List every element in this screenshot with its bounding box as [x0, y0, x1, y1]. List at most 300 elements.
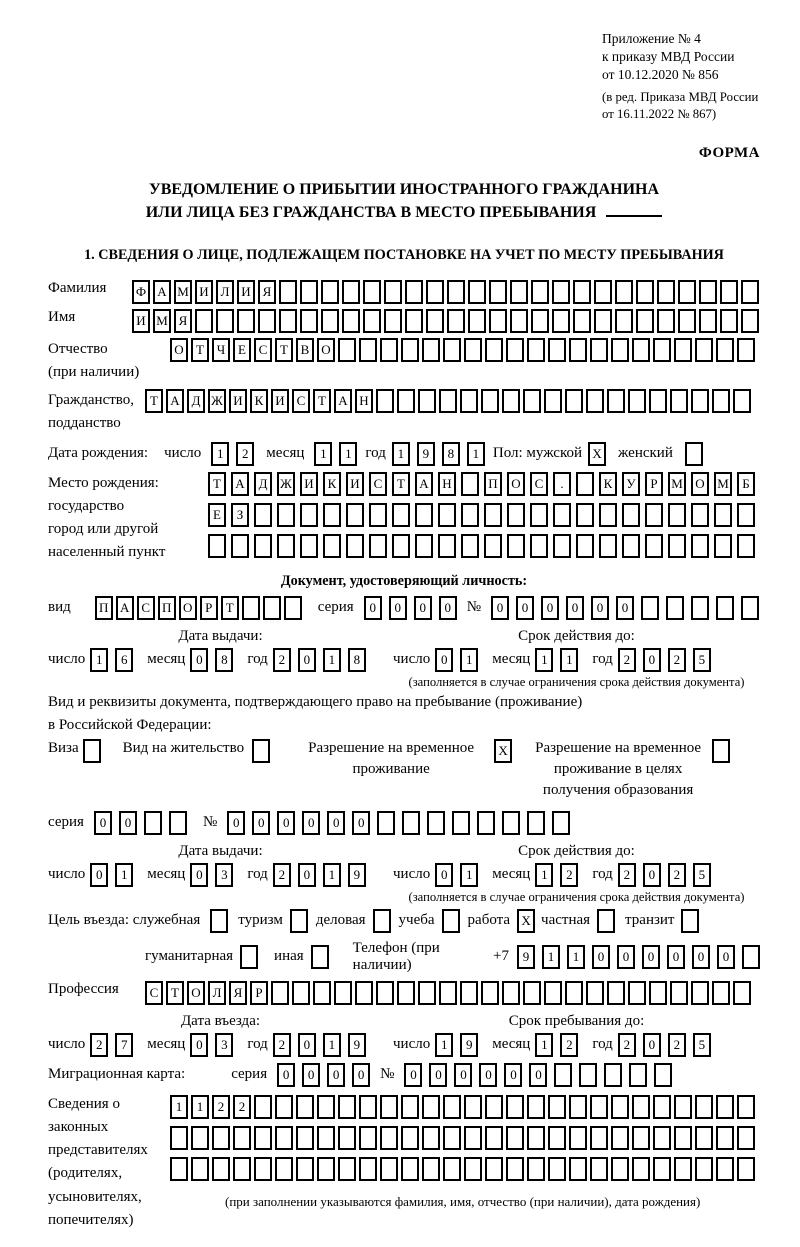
char-cell[interactable]: В — [296, 338, 314, 362]
char-cell[interactable]: М — [153, 309, 171, 333]
char-cell[interactable]: 2 — [668, 1033, 686, 1057]
char-cell[interactable]: 1 — [535, 648, 553, 672]
char-cell[interactable] — [422, 1095, 440, 1119]
char-cell[interactable] — [737, 338, 755, 362]
char-cell[interactable] — [695, 338, 713, 362]
char-cell[interactable]: 1 — [339, 442, 357, 466]
char-cell[interactable] — [418, 981, 436, 1005]
char-cell[interactable] — [485, 1126, 503, 1150]
char-cell[interactable] — [506, 338, 524, 362]
char-cell[interactable]: 0 — [591, 596, 609, 620]
char-cell[interactable] — [311, 945, 329, 969]
char-cell[interactable] — [510, 309, 528, 333]
char-cell[interactable]: 0 — [94, 811, 112, 835]
char-cell[interactable] — [401, 1126, 419, 1150]
char-cell[interactable]: Е — [208, 503, 226, 527]
char-cell[interactable]: 2 — [560, 863, 578, 887]
char-cell[interactable] — [657, 280, 675, 304]
char-cell[interactable] — [461, 503, 479, 527]
char-cell[interactable]: 0 — [667, 945, 685, 969]
char-cell[interactable] — [733, 389, 751, 413]
char-cell[interactable]: 0 — [439, 596, 457, 620]
char-cell[interactable] — [452, 811, 470, 835]
char-cell[interactable] — [447, 280, 465, 304]
char-cell[interactable] — [443, 1157, 461, 1181]
char-cell[interactable]: 5 — [693, 648, 711, 672]
char-cell[interactable] — [384, 309, 402, 333]
char-cell[interactable] — [369, 503, 387, 527]
char-cell[interactable] — [607, 389, 625, 413]
char-cell[interactable]: Р — [250, 981, 268, 1005]
char-cell[interactable] — [599, 503, 617, 527]
char-cell[interactable] — [674, 1095, 692, 1119]
char-cell[interactable] — [212, 1157, 230, 1181]
char-cell[interactable]: 9 — [517, 945, 535, 969]
char-cell[interactable]: С — [145, 981, 163, 1005]
char-cell[interactable] — [523, 389, 541, 413]
char-cell[interactable] — [489, 280, 507, 304]
char-cell[interactable] — [169, 811, 187, 835]
char-cell[interactable]: 1 — [323, 648, 341, 672]
char-cell[interactable] — [653, 1126, 671, 1150]
char-cell[interactable]: О — [691, 472, 709, 496]
char-cell[interactable] — [363, 280, 381, 304]
char-cell[interactable]: 0 — [364, 596, 382, 620]
char-cell[interactable] — [720, 280, 738, 304]
char-cell[interactable] — [712, 739, 730, 763]
char-cell[interactable] — [484, 503, 502, 527]
char-cell[interactable] — [438, 503, 456, 527]
char-cell[interactable]: П — [484, 472, 502, 496]
char-cell[interactable] — [384, 280, 402, 304]
char-cell[interactable] — [548, 1095, 566, 1119]
char-cell[interactable] — [195, 309, 213, 333]
char-cell[interactable] — [741, 280, 759, 304]
char-cell[interactable] — [502, 981, 520, 1005]
char-cell[interactable] — [427, 811, 445, 835]
char-cell[interactable]: 2 — [90, 1033, 108, 1057]
char-cell[interactable] — [346, 534, 364, 558]
char-cell[interactable]: 9 — [417, 442, 435, 466]
char-cell[interactable] — [342, 280, 360, 304]
char-cell[interactable] — [418, 389, 436, 413]
char-cell[interactable] — [691, 981, 709, 1005]
char-cell[interactable]: 0 — [190, 863, 208, 887]
char-cell[interactable] — [506, 1095, 524, 1119]
char-cell[interactable]: 0 — [327, 811, 345, 835]
char-cell[interactable] — [507, 503, 525, 527]
char-cell[interactable] — [397, 389, 415, 413]
char-cell[interactable]: 0 — [414, 596, 432, 620]
char-cell[interactable]: 2 — [273, 648, 291, 672]
char-cell[interactable]: 1 — [467, 442, 485, 466]
char-cell[interactable] — [548, 1126, 566, 1150]
char-cell[interactable]: 9 — [348, 1033, 366, 1057]
char-cell[interactable] — [569, 1095, 587, 1119]
char-cell[interactable] — [716, 1095, 734, 1119]
char-cell[interactable]: Т — [313, 389, 331, 413]
char-cell[interactable] — [338, 1157, 356, 1181]
char-cell[interactable] — [579, 1063, 597, 1087]
char-cell[interactable]: Б — [737, 472, 755, 496]
char-cell[interactable]: Ф — [132, 280, 150, 304]
char-cell[interactable] — [464, 1095, 482, 1119]
char-cell[interactable]: Р — [645, 472, 663, 496]
char-cell[interactable] — [258, 309, 276, 333]
char-cell[interactable] — [380, 1126, 398, 1150]
char-cell[interactable] — [645, 503, 663, 527]
char-cell[interactable]: 0 — [389, 596, 407, 620]
char-cell[interactable] — [438, 534, 456, 558]
char-cell[interactable] — [657, 309, 675, 333]
char-cell[interactable]: И — [229, 389, 247, 413]
char-cell[interactable] — [604, 1063, 622, 1087]
char-cell[interactable] — [714, 534, 732, 558]
char-cell[interactable]: 0 — [692, 945, 710, 969]
char-cell[interactable] — [594, 280, 612, 304]
char-cell[interactable] — [321, 280, 339, 304]
char-cell[interactable] — [573, 309, 591, 333]
char-cell[interactable] — [670, 981, 688, 1005]
char-cell[interactable] — [699, 280, 717, 304]
char-cell[interactable] — [464, 1157, 482, 1181]
char-cell[interactable] — [628, 389, 646, 413]
char-cell[interactable] — [695, 1095, 713, 1119]
char-cell[interactable] — [590, 338, 608, 362]
char-cell[interactable] — [415, 503, 433, 527]
char-cell[interactable] — [622, 534, 640, 558]
char-cell[interactable]: 2 — [618, 648, 636, 672]
char-cell[interactable] — [443, 338, 461, 362]
char-cell[interactable]: С — [369, 472, 387, 496]
char-cell[interactable] — [611, 1095, 629, 1119]
char-cell[interactable]: 1 — [535, 1033, 553, 1057]
char-cell[interactable]: X — [494, 739, 512, 763]
char-cell[interactable]: Я — [174, 309, 192, 333]
char-cell[interactable]: 0 — [302, 811, 320, 835]
char-cell[interactable] — [355, 981, 373, 1005]
char-cell[interactable] — [565, 981, 583, 1005]
char-cell[interactable] — [373, 909, 391, 933]
char-cell[interactable] — [502, 811, 520, 835]
char-cell[interactable]: 0 — [298, 863, 316, 887]
char-cell[interactable]: С — [254, 338, 272, 362]
char-cell[interactable] — [317, 1157, 335, 1181]
char-cell[interactable] — [685, 442, 703, 466]
char-cell[interactable] — [442, 909, 460, 933]
char-cell[interactable]: И — [346, 472, 364, 496]
char-cell[interactable] — [376, 981, 394, 1005]
char-cell[interactable] — [507, 534, 525, 558]
char-cell[interactable] — [552, 309, 570, 333]
char-cell[interactable] — [597, 909, 615, 933]
char-cell[interactable] — [439, 981, 457, 1005]
char-cell[interactable] — [292, 981, 310, 1005]
char-cell[interactable] — [599, 534, 617, 558]
char-cell[interactable] — [290, 909, 308, 933]
char-cell[interactable] — [208, 534, 226, 558]
char-cell[interactable] — [237, 309, 255, 333]
char-cell[interactable] — [649, 981, 667, 1005]
char-cell[interactable] — [422, 1157, 440, 1181]
char-cell[interactable] — [212, 1126, 230, 1150]
char-cell[interactable] — [144, 811, 162, 835]
char-cell[interactable] — [392, 534, 410, 558]
char-cell[interactable]: 1 — [314, 442, 332, 466]
char-cell[interactable] — [170, 1126, 188, 1150]
char-cell[interactable] — [552, 280, 570, 304]
char-cell[interactable]: 0 — [566, 596, 584, 620]
char-cell[interactable]: 1 — [115, 863, 133, 887]
char-cell[interactable] — [527, 338, 545, 362]
char-cell[interactable]: М — [714, 472, 732, 496]
char-cell[interactable]: П — [95, 596, 113, 620]
char-cell[interactable] — [464, 338, 482, 362]
char-cell[interactable] — [338, 1126, 356, 1150]
char-cell[interactable] — [544, 981, 562, 1005]
char-cell[interactable]: Т — [145, 389, 163, 413]
char-cell[interactable]: 1 — [211, 442, 229, 466]
char-cell[interactable] — [636, 309, 654, 333]
char-cell[interactable]: 0 — [643, 648, 661, 672]
char-cell[interactable] — [481, 981, 499, 1005]
char-cell[interactable]: С — [292, 389, 310, 413]
char-cell[interactable]: И — [237, 280, 255, 304]
char-cell[interactable]: О — [507, 472, 525, 496]
char-cell[interactable]: А — [415, 472, 433, 496]
char-cell[interactable]: И — [271, 389, 289, 413]
char-cell[interactable] — [468, 309, 486, 333]
char-cell[interactable] — [527, 811, 545, 835]
char-cell[interactable] — [548, 338, 566, 362]
char-cell[interactable] — [699, 309, 717, 333]
char-cell[interactable] — [323, 503, 341, 527]
char-cell[interactable] — [321, 309, 339, 333]
char-cell[interactable] — [233, 1157, 251, 1181]
char-cell[interactable] — [279, 309, 297, 333]
char-cell[interactable] — [641, 596, 659, 620]
char-cell[interactable] — [607, 981, 625, 1005]
char-cell[interactable]: З — [231, 503, 249, 527]
char-cell[interactable] — [714, 503, 732, 527]
char-cell[interactable] — [415, 534, 433, 558]
char-cell[interactable] — [611, 338, 629, 362]
char-cell[interactable] — [477, 811, 495, 835]
char-cell[interactable] — [426, 280, 444, 304]
char-cell[interactable]: К — [250, 389, 268, 413]
char-cell[interactable] — [439, 389, 457, 413]
char-cell[interactable]: 0 — [327, 1063, 345, 1087]
char-cell[interactable] — [485, 1157, 503, 1181]
char-cell[interactable] — [405, 280, 423, 304]
char-cell[interactable]: Ж — [277, 472, 295, 496]
char-cell[interactable]: 0 — [119, 811, 137, 835]
char-cell[interactable] — [254, 534, 272, 558]
char-cell[interactable]: Т — [221, 596, 239, 620]
char-cell[interactable] — [376, 389, 394, 413]
char-cell[interactable] — [628, 981, 646, 1005]
char-cell[interactable] — [695, 1126, 713, 1150]
char-cell[interactable]: 1 — [460, 648, 478, 672]
char-cell[interactable] — [691, 596, 709, 620]
char-cell[interactable] — [252, 739, 270, 763]
char-cell[interactable] — [691, 534, 709, 558]
char-cell[interactable]: 2 — [233, 1095, 251, 1119]
char-cell[interactable] — [401, 1157, 419, 1181]
char-cell[interactable]: 0 — [190, 1033, 208, 1057]
char-cell[interactable] — [242, 596, 260, 620]
char-cell[interactable]: К — [323, 472, 341, 496]
char-cell[interactable] — [317, 1126, 335, 1150]
char-cell[interactable]: Д — [254, 472, 272, 496]
char-cell[interactable]: 0 — [643, 1033, 661, 1057]
char-cell[interactable] — [254, 1157, 272, 1181]
char-cell[interactable]: X — [517, 909, 535, 933]
char-cell[interactable]: 0 — [352, 1063, 370, 1087]
char-cell[interactable] — [279, 280, 297, 304]
char-cell[interactable] — [527, 1126, 545, 1150]
char-cell[interactable] — [674, 338, 692, 362]
char-cell[interactable]: 1 — [542, 945, 560, 969]
char-cell[interactable] — [615, 309, 633, 333]
char-cell[interactable]: Ч — [212, 338, 230, 362]
char-cell[interactable] — [594, 309, 612, 333]
char-cell[interactable]: 0 — [190, 648, 208, 672]
char-cell[interactable] — [554, 1063, 572, 1087]
char-cell[interactable]: 2 — [212, 1095, 230, 1119]
char-cell[interactable] — [275, 1095, 293, 1119]
char-cell[interactable]: 0 — [435, 648, 453, 672]
char-cell[interactable] — [691, 389, 709, 413]
char-cell[interactable] — [468, 280, 486, 304]
char-cell[interactable] — [649, 389, 667, 413]
char-cell[interactable] — [741, 309, 759, 333]
char-cell[interactable] — [334, 981, 352, 1005]
char-cell[interactable]: 0 — [227, 811, 245, 835]
char-cell[interactable] — [460, 981, 478, 1005]
char-cell[interactable]: 2 — [560, 1033, 578, 1057]
char-cell[interactable] — [674, 1157, 692, 1181]
char-cell[interactable] — [712, 981, 730, 1005]
char-cell[interactable] — [254, 503, 272, 527]
char-cell[interactable]: 0 — [642, 945, 660, 969]
char-cell[interactable] — [489, 309, 507, 333]
char-cell[interactable] — [569, 338, 587, 362]
char-cell[interactable] — [191, 1157, 209, 1181]
char-cell[interactable]: А — [334, 389, 352, 413]
char-cell[interactable] — [531, 309, 549, 333]
char-cell[interactable] — [510, 280, 528, 304]
char-cell[interactable]: 1 — [90, 648, 108, 672]
char-cell[interactable]: Н — [438, 472, 456, 496]
char-cell[interactable]: 2 — [273, 1033, 291, 1057]
char-cell[interactable] — [296, 1126, 314, 1150]
char-cell[interactable] — [611, 1157, 629, 1181]
char-cell[interactable]: Д — [187, 389, 205, 413]
char-cell[interactable]: 8 — [348, 648, 366, 672]
char-cell[interactable] — [254, 1126, 272, 1150]
char-cell[interactable]: 2 — [668, 863, 686, 887]
char-cell[interactable]: Е — [233, 338, 251, 362]
char-cell[interactable] — [737, 503, 755, 527]
char-cell[interactable] — [296, 1157, 314, 1181]
char-cell[interactable] — [590, 1126, 608, 1150]
char-cell[interactable] — [720, 309, 738, 333]
char-cell[interactable]: 0 — [90, 863, 108, 887]
char-cell[interactable] — [502, 389, 520, 413]
char-cell[interactable] — [569, 1126, 587, 1150]
char-cell[interactable]: 6 — [115, 648, 133, 672]
char-cell[interactable] — [506, 1157, 524, 1181]
char-cell[interactable] — [590, 1157, 608, 1181]
char-cell[interactable] — [405, 309, 423, 333]
char-cell[interactable]: 9 — [348, 863, 366, 887]
char-cell[interactable]: 0 — [529, 1063, 547, 1087]
char-cell[interactable] — [426, 309, 444, 333]
char-cell[interactable] — [300, 280, 318, 304]
char-cell[interactable] — [397, 981, 415, 1005]
char-cell[interactable]: 0 — [541, 596, 559, 620]
char-cell[interactable]: 0 — [454, 1063, 472, 1087]
char-cell[interactable] — [586, 981, 604, 1005]
char-cell[interactable] — [484, 534, 502, 558]
char-cell[interactable]: 0 — [404, 1063, 422, 1087]
char-cell[interactable]: Т — [208, 472, 226, 496]
char-cell[interactable] — [359, 1095, 377, 1119]
char-cell[interactable] — [653, 1157, 671, 1181]
char-cell[interactable]: 5 — [693, 863, 711, 887]
char-cell[interactable]: И — [300, 472, 318, 496]
char-cell[interactable] — [346, 503, 364, 527]
char-cell[interactable] — [632, 1157, 650, 1181]
char-cell[interactable] — [666, 596, 684, 620]
char-cell[interactable] — [422, 1126, 440, 1150]
char-cell[interactable] — [569, 1157, 587, 1181]
char-cell[interactable]: Т — [191, 338, 209, 362]
char-cell[interactable] — [460, 389, 478, 413]
char-cell[interactable] — [716, 1126, 734, 1150]
char-cell[interactable] — [576, 534, 594, 558]
char-cell[interactable] — [481, 389, 499, 413]
char-cell[interactable] — [653, 338, 671, 362]
char-cell[interactable] — [691, 503, 709, 527]
char-cell[interactable]: М — [174, 280, 192, 304]
char-cell[interactable]: 0 — [298, 1033, 316, 1057]
char-cell[interactable]: 0 — [302, 1063, 320, 1087]
char-cell[interactable] — [240, 945, 258, 969]
char-cell[interactable]: 0 — [592, 945, 610, 969]
char-cell[interactable] — [342, 309, 360, 333]
char-cell[interactable] — [284, 596, 302, 620]
char-cell[interactable] — [742, 945, 760, 969]
char-cell[interactable] — [670, 389, 688, 413]
char-cell[interactable]: Р — [200, 596, 218, 620]
char-cell[interactable] — [678, 309, 696, 333]
char-cell[interactable] — [170, 1157, 188, 1181]
char-cell[interactable] — [377, 811, 395, 835]
char-cell[interactable]: 0 — [616, 596, 634, 620]
char-cell[interactable] — [741, 596, 759, 620]
char-cell[interactable] — [636, 280, 654, 304]
char-cell[interactable]: 1 — [191, 1095, 209, 1119]
char-cell[interactable] — [359, 1126, 377, 1150]
char-cell[interactable] — [611, 1126, 629, 1150]
char-cell[interactable] — [485, 338, 503, 362]
char-cell[interactable]: А — [116, 596, 134, 620]
char-cell[interactable]: А — [231, 472, 249, 496]
char-cell[interactable]: И — [132, 309, 150, 333]
char-cell[interactable]: 1 — [392, 442, 410, 466]
